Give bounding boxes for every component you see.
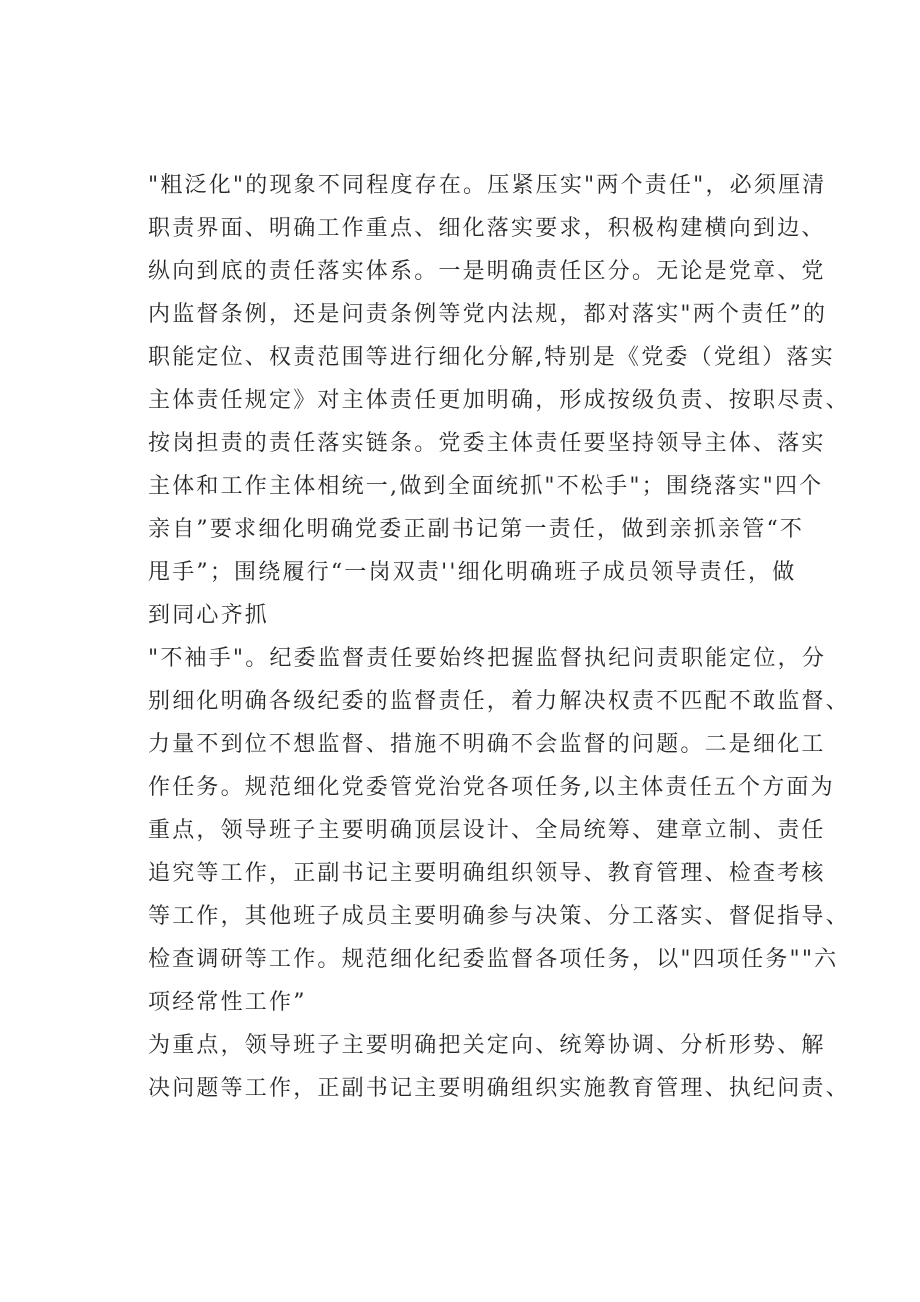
text-line-9: 亲自”要求细化明确党委正副书记第一责任，做到亲抓亲管“不	[148, 517, 805, 542]
text-line-14: 力量不到位不想监督、措施不明确不会监督的问题。二是细化工	[148, 732, 826, 757]
text-line-19: 检查调研等工作。规范细化纪委监督各项任务，以"四项任务""六	[148, 947, 839, 972]
text-line-16: 重点，领导班子主要明确顶层设计、全局统筹、建章立制、责任	[148, 818, 826, 843]
text-line-7: 按岗担责的责任落实链条。党委主体责任要坚持领导主体、落实	[148, 431, 826, 456]
text-line-12: "不袖手"。纪委监督责任要始终把握监督执纪问责职能定位，分	[148, 646, 827, 671]
text-line-4: 内监督条例，还是问责条例等党内法规，都对落实"两个责任”的	[148, 302, 828, 327]
text-line-8: 主体和工作主体相统一,做到全面统抓"不松手"；围绕落实"四个	[148, 474, 824, 499]
text-line-3: 纵向到底的责任落实体系。一是明确责任区分。无论是党章、党	[148, 259, 826, 284]
body-text	[148, 164, 850, 1110]
text-line-18: 等工作，其他班子成员主要明确参与决策、分工落实、督促指导、	[148, 904, 850, 929]
text-line-21: 为重点，领导班子主要明确把关定向、统筹协调、分析形势、解	[148, 1033, 826, 1058]
text-line-1: "粗泛化"的现象不同程度存在。压紧压实"两个责任"，必须厘清	[148, 173, 827, 198]
text-line-11: 到同心齐抓	[148, 603, 270, 628]
text-line-17: 追究等工作，正副书记主要明确组织领导、教育管理、检查考核	[148, 861, 826, 886]
text-line-10: 甩手”；围绕履行“一岗双责''细化明确班子成员领导责任，做	[148, 560, 797, 585]
text-line-6: 主体责任规定》对主体责任更加明确，形成按级负责、按职尽责、	[148, 388, 850, 413]
text-line-22: 决问题等工作，正副书记主要明确组织实施教育管理、执纪问责、	[148, 1076, 850, 1101]
text-line-20: 项经常性工作”	[148, 990, 307, 1015]
text-line-2: 职责界面、明确工作重点、细化落实要求，积极构建横向到边、	[148, 216, 826, 241]
text-line-5: 职能定位、权责范围等进行细化分解,特别是《党委（党组）落实	[148, 345, 835, 370]
text-line-15: 作任务。规范细化党委管党治党各项任务,以主体责任五个方面为	[148, 775, 835, 800]
text-line-13: 别细化明确各级纪委的监督责任，着力解决权责不匹配不敢监督、	[148, 689, 850, 714]
